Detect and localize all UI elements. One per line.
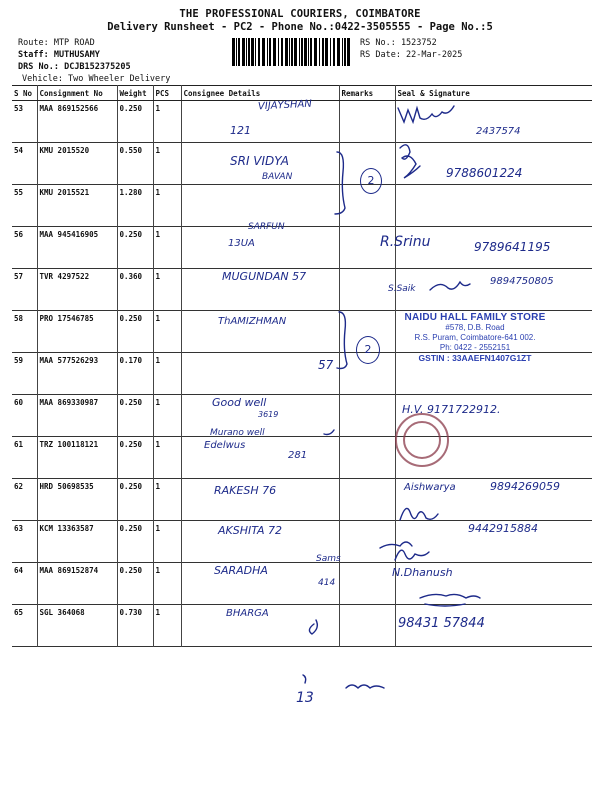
cell-sno: 61: [12, 437, 37, 479]
cell-sno: 60: [12, 395, 37, 437]
cell-pcs: 1: [153, 227, 181, 269]
cell-sno: 63: [12, 521, 37, 563]
signature-scribble: [425, 604, 465, 606]
cell-pcs: 1: [153, 479, 181, 521]
hw-r62-sig-num: 9894269059: [490, 480, 560, 493]
cell-weight: 0.170: [117, 353, 153, 395]
cell-sno: 56: [12, 227, 37, 269]
signature-scribble: [346, 685, 384, 688]
cell-sno: 57: [12, 269, 37, 311]
cell-consignment-no: KCM 13363587: [37, 521, 117, 563]
cell-consignment-no: MAA 945416905: [37, 227, 117, 269]
signature-scribble: [309, 620, 317, 634]
hw-r54-name: SRI VIDYA: [230, 154, 289, 168]
cell-consignment-no: PRO 17546785: [37, 311, 117, 353]
cell-consignment-no: MAA 869152566: [37, 101, 117, 143]
cell-weight: 0.250: [117, 227, 153, 269]
bracket-mark: [335, 152, 345, 214]
cell-pcs: 1: [153, 437, 181, 479]
signature-scribble: [430, 282, 470, 290]
hw-r56-num: 13UA: [228, 238, 255, 249]
hw-r56-sig: R.Srinu: [380, 234, 431, 250]
cell-consignment-no: TVR 4297522: [37, 269, 117, 311]
cell-pcs: 1: [153, 185, 181, 227]
hw-circle-mark: 2: [356, 336, 380, 364]
hw-footer-note: 13: [296, 690, 314, 706]
cell-consignment-no: SGL 364068: [37, 605, 117, 647]
cell-weight: 1.280: [117, 185, 153, 227]
drs-label: DRS No.:: [18, 62, 59, 72]
cell-pcs: 1: [153, 353, 181, 395]
hw-r57-name: MUGUNDAN 57: [222, 270, 307, 283]
staff-value: MUTHUSAMY: [53, 50, 100, 60]
signature-scribble: [420, 594, 480, 598]
col-pcs: PCS: [153, 86, 181, 101]
signature-scribble: [400, 508, 438, 520]
hw-r65-name: BHARGA: [226, 608, 269, 619]
cell-sno: 53: [12, 101, 37, 143]
cell-pcs: 1: [153, 143, 181, 185]
sheet-title: THE PROFESSIONAL COURIERS, COIMBATORE: [179, 8, 421, 20]
hw-circle-mark: 2: [360, 168, 382, 194]
hw-r57-sig-num: 9894750805: [490, 276, 554, 287]
cell-consignment-no: MAA 869152874: [37, 563, 117, 605]
hw-r59-num: 57: [318, 358, 334, 372]
cell-pcs: 1: [153, 563, 181, 605]
hw-r62-name: RAKESH 76: [214, 484, 277, 497]
cell-consignment-no: MAA 577526293: [37, 353, 117, 395]
cell-consignment-no: MAA 869330987: [37, 395, 117, 437]
hw-r65-sig-num: 98431 57844: [398, 616, 485, 631]
stamp-address-1: #578, D.B. Road: [445, 323, 505, 332]
hw-r64-num: 414: [318, 578, 336, 588]
cell-weight: 0.250: [117, 311, 153, 353]
cell-weight: 0.730: [117, 605, 153, 647]
route-field: Route: MTP ROAD: [18, 38, 95, 48]
cell-weight: 0.250: [117, 521, 153, 563]
cell-weight: 0.250: [117, 563, 153, 605]
sheet-subtitle: Delivery Runsheet - PC2 - Phone No.:0422-3505555 - Page No.:5: [107, 21, 493, 33]
cell-pcs: 1: [153, 311, 181, 353]
hw-r64-sig: N.Dhanush: [392, 566, 453, 579]
cell-pcs: 1: [153, 395, 181, 437]
cell-consignment-no: TRZ 100118121: [37, 437, 117, 479]
signature-scribble: [400, 145, 420, 178]
cell-weight: 0.360: [117, 269, 153, 311]
hw-r63-sig-num: 9442915884: [468, 522, 538, 535]
cell-sno: 58: [12, 311, 37, 353]
hw-r53-sig-num: 2437574: [476, 126, 521, 137]
hw-r63-name: AKSHITA 72: [218, 524, 282, 537]
vehicle-field: Vehicle: Two Wheeler Delivery: [22, 74, 171, 84]
hw-r60-num: 3619: [258, 410, 279, 419]
hw-r54-name2: BAVAN: [262, 172, 293, 182]
cell-sno: 64: [12, 563, 37, 605]
cell-pcs: 1: [153, 521, 181, 563]
stamp-address-2: R.S. Puram, Coimbatore-641 002.: [414, 333, 536, 342]
signature-scribble: [380, 542, 412, 548]
cell-consignment-no: KMU 2015520: [37, 143, 117, 185]
hw-r58-name: ThAMIZHMAN: [218, 316, 287, 327]
hw-r61-name: Murano well: [210, 428, 265, 438]
col-weight: Weight: [117, 86, 153, 101]
col-consignment: Consignment No: [37, 86, 117, 101]
cell-pcs: 1: [153, 101, 181, 143]
hw-r53-num: 121: [230, 124, 251, 137]
cell-weight: 0.250: [117, 395, 153, 437]
hw-r60-sig-num: H.V. 9171722912.: [402, 403, 501, 416]
cell-pcs: 1: [153, 605, 181, 647]
cell-weight: 0.250: [117, 437, 153, 479]
hw-r61-num: 281: [288, 450, 308, 461]
rs-date-field: RS Date: 22-Mar-2025: [360, 50, 463, 60]
stamp-phone: Ph: 0422 - 2552151: [439, 343, 511, 352]
drs-value: DCJB152375205: [64, 62, 131, 72]
stamp-store-name: NAIDU HALL FAMILY STORE: [404, 312, 546, 323]
staff-label: Staff:: [18, 50, 49, 60]
hw-r61-name2: Edelwus: [204, 440, 246, 451]
cell-consignment-no: HRD 50698535: [37, 479, 117, 521]
col-sno: S No: [12, 86, 37, 101]
signature-scribble: [303, 675, 306, 683]
cell-sno: 54: [12, 143, 37, 185]
round-seal-icon: [396, 414, 448, 466]
hw-r54-sig-num: 9788601224: [446, 166, 523, 180]
hw-r53-name: VIJAYSHAN: [257, 98, 313, 113]
cell-consignment-no: KMU 2015521: [37, 185, 117, 227]
hw-r60-name: Good well: [212, 396, 267, 409]
hw-r64-name: SARADHA: [214, 564, 268, 577]
cell-weight: 0.550: [117, 143, 153, 185]
hw-r62-sig: Aishwarya: [404, 482, 456, 493]
cell-weight: 0.250: [117, 479, 153, 521]
stamp-gstin: GSTIN : 33AAEFN1407G1ZT: [418, 353, 532, 363]
cell-sno: 59: [12, 353, 37, 395]
signature-scribble: [395, 550, 429, 560]
hw-r56-sig-num: 9789641195: [474, 240, 551, 254]
cell-pcs: 1: [153, 269, 181, 311]
hw-r57-sig: S.Saik: [388, 284, 416, 294]
hw-r56-name: SARFUN: [248, 222, 285, 232]
signature-scribble: [398, 106, 454, 122]
col-signature: Seal & Signature: [395, 86, 592, 101]
bracket-mark: [337, 312, 347, 369]
col-remarks: Remarks: [339, 86, 395, 101]
cell-sno: 65: [12, 605, 37, 647]
signature-scribble: [324, 430, 334, 435]
col-consignee: Consignee Details: [181, 86, 339, 101]
cell-sno: 62: [12, 479, 37, 521]
hw-r64-name2: Sams: [316, 554, 341, 564]
cell-sno: 55: [12, 185, 37, 227]
rs-no-field: RS No.: 1523752: [360, 38, 437, 48]
cell-weight: 0.250: [117, 101, 153, 143]
store-stamp: [385, 312, 565, 363]
